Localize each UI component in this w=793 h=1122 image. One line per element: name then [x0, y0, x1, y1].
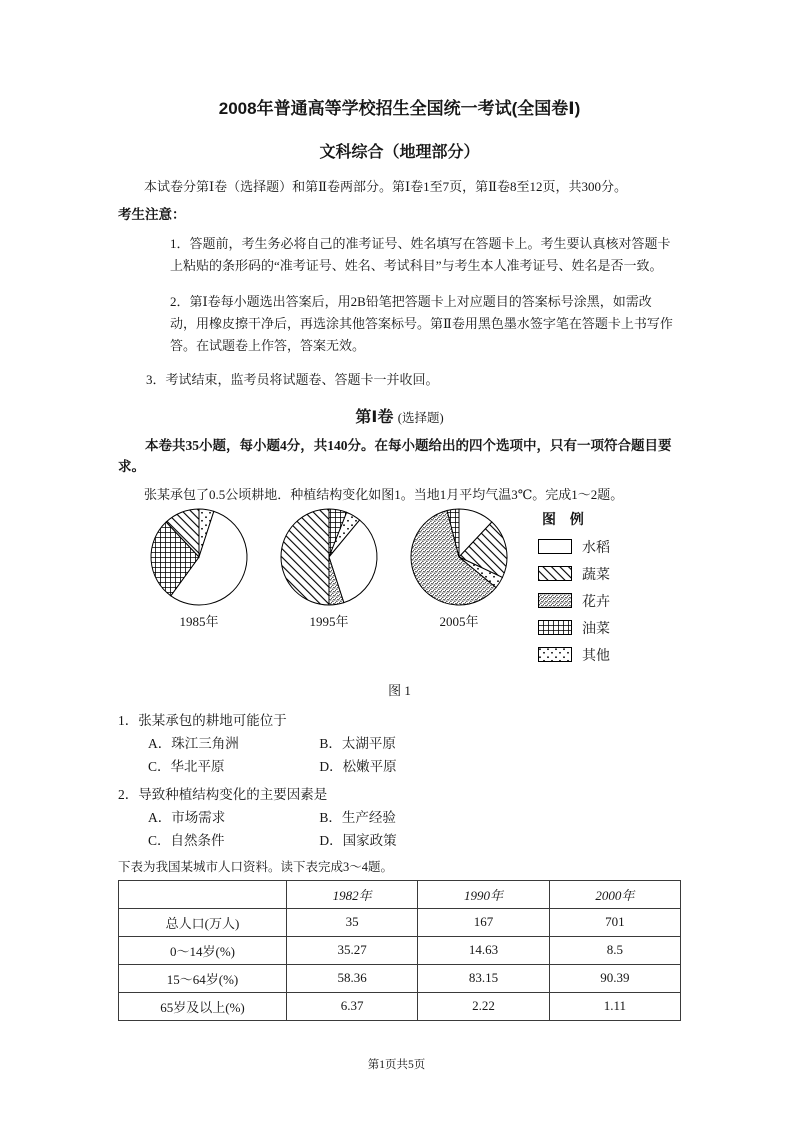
option-1-b: B．太湖平原	[319, 735, 396, 751]
notice-item-1: 1．答题前，考生务必将自己的准考证号、姓名填写在答题卡上。考生要认真核对答题卡上粘贴的条形码的“准考证号、姓名、考试科目”与考生本人准考证号、姓名是否一致。	[170, 236, 671, 274]
intro-text: 本试卷分第Ⅰ卷（选择题）和第Ⅱ卷两部分。第Ⅰ卷1至7页，第Ⅱ卷8至12页，共300分。	[144, 179, 627, 194]
table-cell: 总人口(万人)	[119, 908, 287, 936]
question-2-text: 2．导致种植结构变化的主要因素是	[118, 786, 328, 802]
section-subtitle: (选择题)	[397, 410, 444, 425]
table-cell: 0～14岁(%)	[119, 936, 287, 964]
rice-swatch-icon	[538, 539, 572, 554]
table-row-age-0-14	[119, 936, 681, 964]
table-cell: 8.5	[549, 936, 680, 964]
table-cell: 83.15	[418, 964, 549, 992]
table-header-cell	[119, 880, 287, 908]
legend-label: 花卉	[582, 594, 610, 610]
pie-1985-svg	[140, 507, 258, 607]
table-cell: 65岁及以上(%)	[119, 992, 287, 1020]
table-cell: 2.22	[418, 992, 549, 1020]
pie-chart-1995	[270, 507, 388, 630]
section-title: 第Ⅰ卷	[355, 408, 394, 426]
question-1-text: 1．张某承包的耕地可能位于	[118, 712, 287, 728]
table-header-cell: 1990年	[418, 880, 549, 908]
table-cell: 15～64岁(%)	[119, 964, 287, 992]
option-1-c: C．华北平原	[148, 758, 225, 774]
table-header-row	[119, 880, 681, 908]
rapeseed-swatch-icon	[538, 620, 572, 635]
pie-chart-1985	[140, 507, 258, 630]
table-cell: 35.27	[287, 936, 418, 964]
option-1-d: D．松嫩平原	[319, 758, 397, 774]
option-2-d: D．国家政策	[319, 832, 397, 848]
section-heading	[118, 404, 681, 427]
table-cell: 90.39	[549, 964, 680, 992]
question-1	[118, 709, 681, 775]
notice-heading: 考生注意：	[118, 207, 186, 222]
table-cell: 6.37	[287, 992, 418, 1020]
question-2-options-row-1	[118, 806, 681, 826]
section-instructions: 本卷共35小题，每小题4分，共140分。在每小题给出的四个选项中，只有一项符合题目要求。	[118, 437, 672, 475]
legend-item-rice	[538, 537, 610, 557]
table-header-cell: 2000年	[549, 880, 680, 908]
table-header-cell: 1982年	[287, 880, 418, 908]
legend-item-rapeseed	[538, 618, 610, 638]
legend-item-flowers	[538, 591, 610, 611]
vegetables-swatch-icon	[538, 566, 572, 581]
question-2	[118, 783, 681, 849]
notice-item-2: 2．第Ⅰ卷每小题选出答案后，用2B铅笔把答题卡上对应题目的答案标号涂黑，如需改动，用橡皮擦干净后，再选涂其他答案标号。第Ⅱ卷用黑色墨水签字笔在答题卡上书写作答。在试题卷上作答，答案无效。	[170, 294, 673, 354]
legend-label: 油菜	[582, 621, 610, 637]
option-2-a: A．市场需求	[148, 809, 226, 825]
chart-legend	[538, 507, 610, 672]
option-1-a: A．珠江三角洲	[148, 735, 239, 751]
question-1-options-row-2	[118, 755, 681, 775]
question-2-options-row-2	[118, 829, 681, 849]
other-swatch-icon	[538, 647, 572, 662]
legend-title: 图 例	[542, 510, 589, 527]
page-subtitle: 文科综合（地理部分）	[319, 144, 480, 161]
legend-label: 水稻	[582, 540, 610, 556]
flowers-swatch-icon	[538, 593, 572, 608]
table-cell: 1.11	[549, 992, 680, 1020]
pie-2005-svg	[400, 507, 518, 607]
table-row-age-65-plus	[119, 992, 681, 1020]
page-title: 2008年普通高等学校招生全国统一考试(全国卷Ⅰ)	[218, 99, 581, 118]
pie-1995-svg	[270, 507, 388, 607]
pie-1995-year-label: 1995年	[309, 613, 349, 629]
pie-slice	[281, 509, 329, 605]
option-2-c: C．自然条件	[148, 832, 225, 848]
figure-1	[118, 507, 681, 672]
table-cell: 167	[418, 908, 549, 936]
question-stem-1-2: 张某承包了0.5公顷耕地．种植结构变化如图1。当地1月平均气温3℃。完成1～2题。	[144, 486, 624, 502]
table-cell: 14.63	[418, 936, 549, 964]
table-cell: 58.36	[287, 964, 418, 992]
legend-item-vegetables	[538, 564, 610, 584]
page-number: 第1页共5页	[367, 1059, 426, 1071]
legend-label: 蔬菜	[582, 567, 610, 583]
pie-chart-2005	[400, 507, 518, 630]
pie-2005-year-label: 2005年	[439, 613, 479, 629]
question-1-options-row-1	[118, 732, 681, 752]
figure-caption: 图 1	[388, 682, 411, 698]
notice-item-3: 3．考试结束，监考员将试题卷、答题卡一并收回。	[146, 372, 439, 388]
table-cell: 35	[287, 908, 418, 936]
legend-item-other	[538, 645, 610, 665]
population-table	[118, 880, 681, 1021]
table-row-total-population	[119, 908, 681, 936]
legend-label: 其他	[582, 648, 610, 664]
option-2-b: B．生产经验	[319, 809, 396, 825]
pie-1985-year-label: 1985年	[179, 613, 219, 629]
table-cell: 701	[549, 908, 680, 936]
table-row-age-15-64	[119, 964, 681, 992]
table-intro: 下表为我国某城市人口资料。读下表完成3～4题。	[118, 859, 394, 874]
